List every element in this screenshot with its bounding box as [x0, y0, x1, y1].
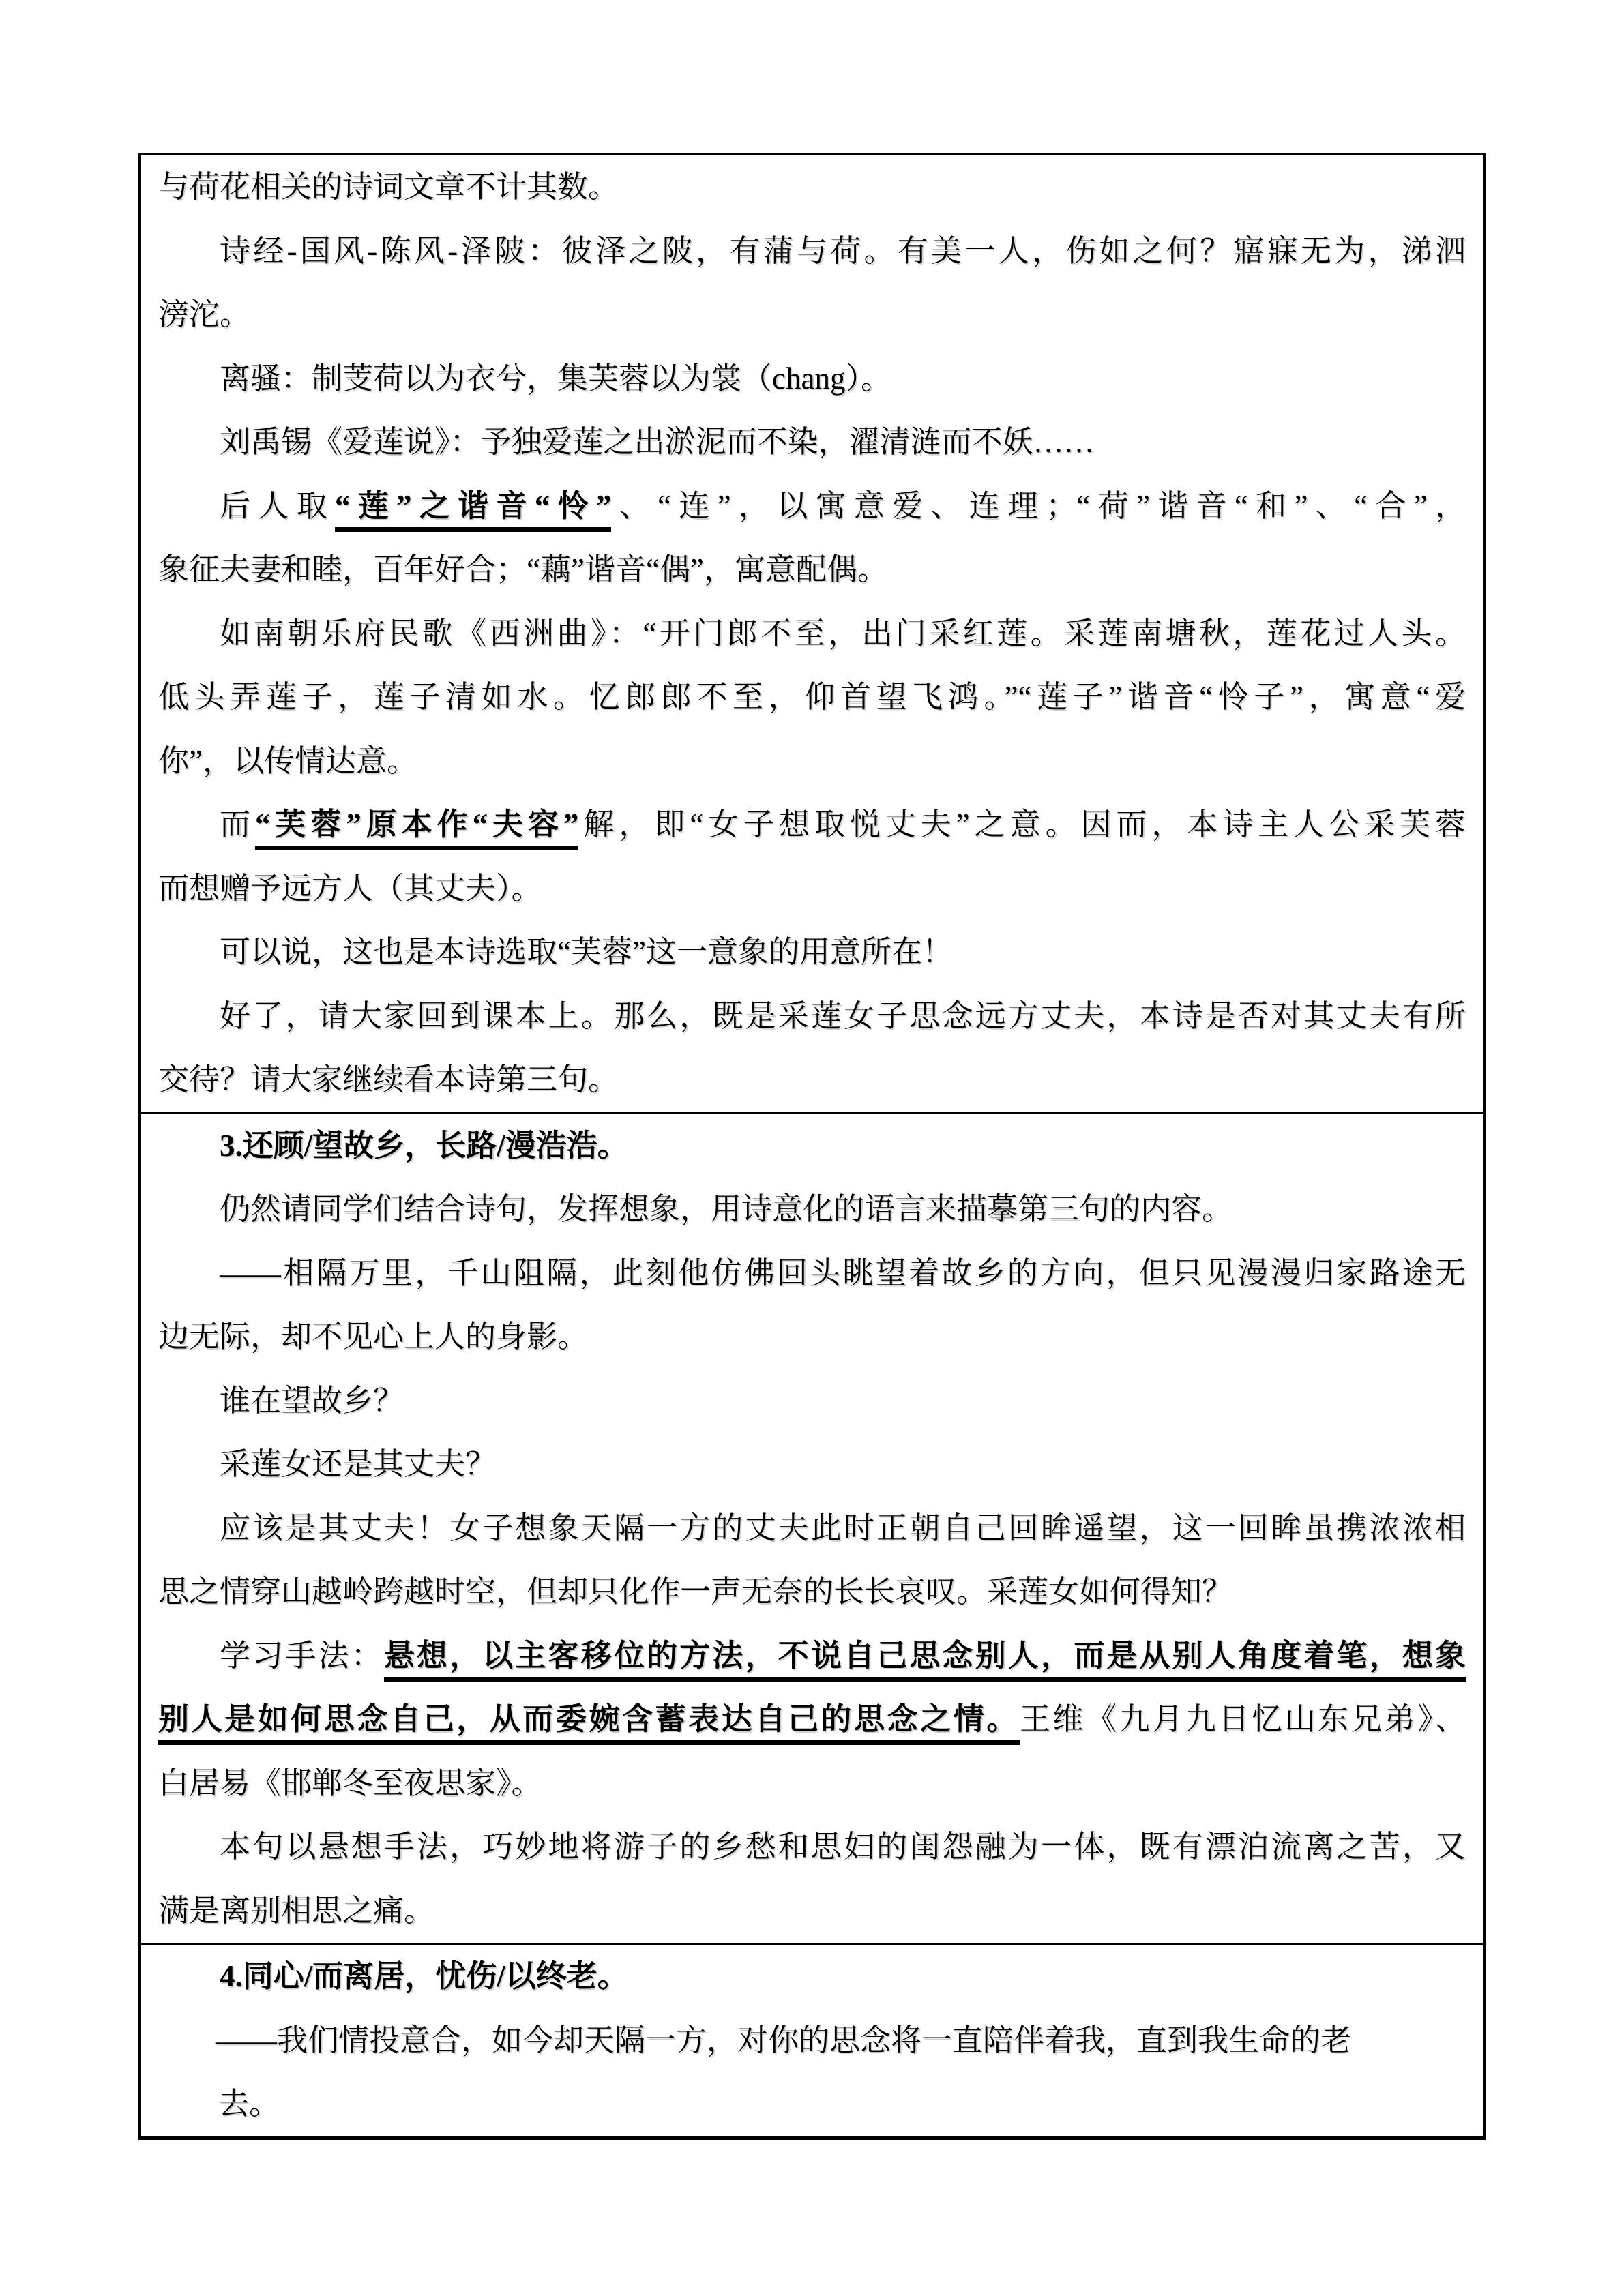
body-text: 而想赠予远方人（其丈夫）。: [158, 871, 542, 906]
text-line: [158, 1688, 1466, 1752]
text-line: [158, 793, 1466, 857]
body-text: 可以说，这也是本诗选取“芙蓉”这一意象的用意所在！: [220, 935, 953, 969]
body-text: 与荷花相关的诗词文章不计其数。: [158, 170, 619, 204]
body-text: 诗经-国风-陈风-泽陂：彼泽之陂，有蒲与荷。有美一人，伤如之何？寤寐无为，涕泗: [220, 233, 1466, 268]
body-text: 边无际，却不见心上人的身影。: [158, 1320, 589, 1354]
body-text: 而: [220, 807, 255, 841]
body-text: 滂沱。: [158, 297, 251, 331]
text-line: [158, 283, 1466, 347]
text-line: [158, 1560, 1466, 1624]
body-text: 离骚：制芰荷以为衣兮，集芙蓉以为裳（chang）。: [220, 361, 891, 396]
body-text: ——相隔万里，千山阻隔，此刻他仿佛回头眺望着故乡的方向，但只见漫漫归家路途无: [220, 1255, 1466, 1290]
text-line: [158, 155, 1466, 220]
text-line: [158, 666, 1466, 730]
text-line: [158, 1624, 1466, 1688]
body-text: 解，即“女子想取悦丈夫”之意。因而，本诗主人公采芙蓉: [578, 807, 1466, 841]
text-line: [158, 1879, 1466, 1943]
text-line: [158, 475, 1466, 539]
text-line: [158, 602, 1466, 666]
body-text: 象征夫妻和睦，百年好合；“藕”谐音“偶”，寓意配偶。: [158, 552, 888, 586]
text-line: [158, 220, 1466, 284]
body-text: 思之情穿山越岭跨越时空，但却只化作一声无奈的长长哀叹。采莲女如何得知？: [158, 1575, 1233, 1609]
text-line: [158, 1242, 1466, 1306]
text-line: [158, 1369, 1466, 1433]
text-line: [158, 1945, 1466, 2009]
body-text: ——我们情投意合，如今却天隔一方，对你的思念将一直陪伴着我，直到我生命的老: [216, 2023, 1352, 2057]
bold-underline-text: “莲”之谐音“怜”: [335, 489, 611, 532]
text-line: [158, 347, 1466, 411]
row-line4-analysis: [141, 1945, 1483, 2136]
row-line3-analysis: [141, 1114, 1483, 1945]
document-table: [138, 153, 1486, 2140]
text-line: [158, 1497, 1466, 1561]
text-line: [158, 2009, 1466, 2073]
body-text: 学习手法：: [220, 1638, 384, 1673]
text-line: [158, 730, 1466, 794]
text-line: [158, 921, 1466, 985]
body-text: 后人取: [220, 488, 335, 523]
text-line: [158, 1815, 1466, 1879]
body-text: 低头弄莲子，莲子清如水。忆郎郎不至，仰首望飞鸿。”“莲子”谐音“怜子”，寓意“爱: [158, 680, 1466, 714]
body-text: 本句以悬想手法，巧妙地将游子的乡愁和思妇的闺怨融为一体，既有漂泊流离之苦，又: [220, 1830, 1466, 1864]
bold-underline-text: 别人是如何思念自己，从而委婉含蓄表达自己的思念之情。: [158, 1702, 1020, 1745]
body-text: 刘禹锡《爱莲说》：予独爱莲之出淤泥而不染，濯清涟而不妖……: [220, 425, 1095, 459]
text-line: [158, 1178, 1466, 1242]
row-lotus-culture-commentary: [141, 155, 1483, 1114]
body-text: 采莲女还是其丈夫？: [220, 1447, 497, 1481]
body-text: 应该是其丈夫！女子想象天隔一方的丈夫此时正朝自己回眸遥望，这一回眸虽携浓浓相: [220, 1510, 1466, 1545]
bold-text: 3.还顾/望故乡，长路/漫浩浩。: [220, 1128, 628, 1163]
body-text: 、“连”，以寓意爱、连理；“荷”谐音“和”、“合”，: [611, 488, 1466, 523]
text-line: [158, 411, 1466, 475]
body-text: 如南朝乐府民歌《西洲曲》：“开门郎不至，出门采红莲。采莲南塘秋，莲花过人头。: [220, 616, 1466, 651]
body-text: 你”，以传情达意。: [158, 743, 417, 778]
body-text: 白居易《邯郸冬至夜思家》。: [158, 1765, 542, 1800]
body-text: 好了，请大家回到课本上。那么，既是采莲女子思念远方丈夫，本诗是否对其丈夫有所: [220, 998, 1466, 1033]
text-line: [158, 1305, 1466, 1369]
body-text: 王维《九月九日忆山东兄弟》、: [1019, 1702, 1466, 1736]
body-text: 谁在望故乡？: [220, 1383, 404, 1418]
text-line: [158, 1114, 1466, 1178]
text-line: [158, 1433, 1466, 1497]
body-text: 交待？请大家继续看本诗第三句。: [158, 1062, 619, 1097]
text-line: [158, 1752, 1466, 1816]
text-line: [158, 1048, 1466, 1112]
bold-underline-text: “芙蓉”原本作“夫容”: [255, 807, 578, 850]
text-line: [158, 985, 1466, 1049]
body-text: 去。: [218, 2087, 280, 2121]
body-text: 满是离别相思之痛。: [158, 1893, 435, 1928]
bold-underline-text: 悬想，以主客移位的方法，不说自己思念别人，而是从别人角度着笔，想象: [384, 1639, 1466, 1682]
text-line: [158, 538, 1466, 602]
text-line: [158, 857, 1466, 921]
bold-text: 4.同心/而离居，忧伤/以终老。: [220, 1959, 628, 1993]
text-line: [158, 2072, 1466, 2136]
body-text: 仍然请同学们结合诗句，发挥想象，用诗意化的语言来描摹第三句的内容。: [220, 1192, 1233, 1226]
